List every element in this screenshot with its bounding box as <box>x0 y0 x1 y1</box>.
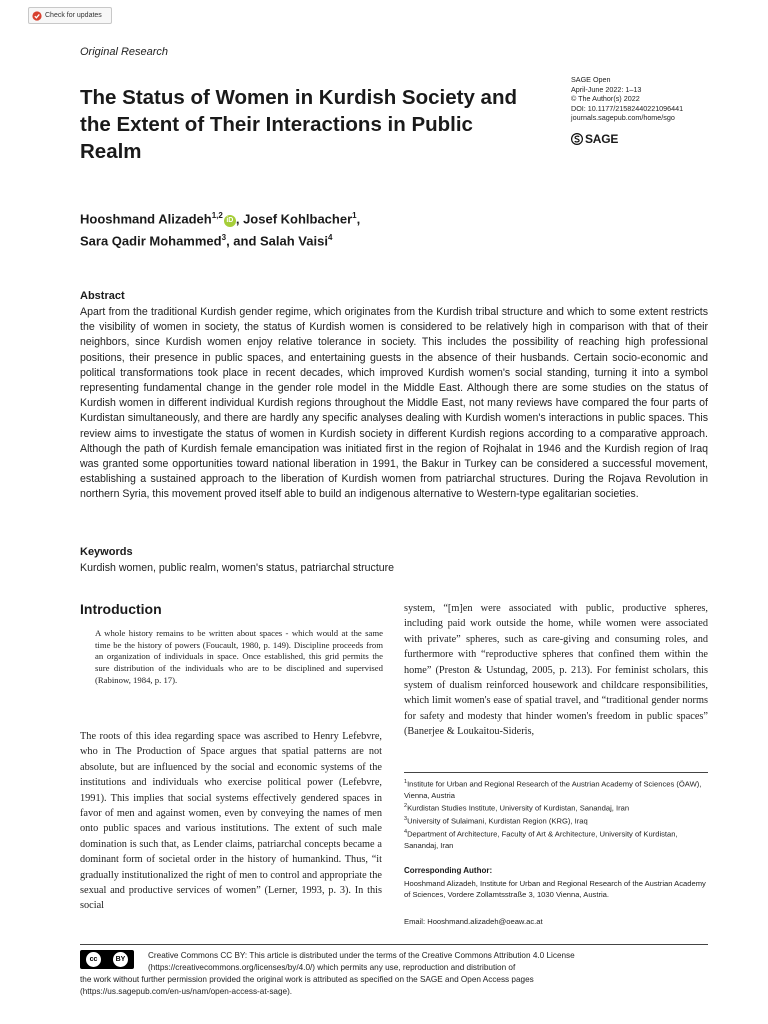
cc-by-license-badge[interactable] <box>80 950 134 969</box>
attribution-icon: BY <box>113 952 128 967</box>
keywords-text: Kurdish women, public realm, women's status, patriarchal structure <box>80 562 395 574</box>
abstract-text: Apart from the traditional Kurdish gender regime, which originates from the Kurdish tribal structure and which to some extent restricts the visibility of women in society, the status of Kurdish women is considered to be relatively high in comparison with that of their neighbors, since Kurdish women enjoy relative tolerance in society. This includes the possibility of reaching high professional positions, their presence in public spaces, and entertaining guests in the absence of their husbands. Certain socio-economic and political transformations took place in recent decades, which improved Kurdish women's social standing, turning it into a symbol representing fundamental change in the gender role model in the Middle East. Although there are some studies on the status of Kurdish women in different individual Kurdish regions throughout the Middle East, not many reviews have compared the four parts of Kurdistan simultaneously, and there are hardly any specific analyses dealing with Kurdish women's interactions in public spaces. This review aims to investigate the status of women in Kurdish society in different Kurdish regions according to a comparative approach. Although the path of Kurdish female emancipation was initiated first in the region of Rojhalat in 1946 and the Kurdish region of Iraq was granted some opportunities toward national liberation in 1991, the Bakur in Turkey can be considered a successful movement, establishing a sustained approach to the liberation of Kurdish women from patriarchal structures. During the Rojava Revolution in northern Syria, this movement proved itself able to build an indigenous alternative to Western-type egalitarian societies. <box>80 306 708 501</box>
license-text-line: the work without further permission provided the original work is attributed as specified on the SAGE and Open Access pages <box>80 975 534 984</box>
affiliation-text: Kurdistan Studies Institute, University of Kurdistan, Sanandaj, Iran <box>407 803 630 813</box>
author-affiliation-sup: 1,2 <box>211 211 223 220</box>
sage-logo <box>571 132 618 146</box>
affiliation-number: 4 <box>404 828 408 835</box>
corresponding-author-email[interactable]: Email: Hooshmand.alizadeh@oeaw.ac.at <box>404 917 543 926</box>
author-affiliation-sup: 4 <box>327 233 333 243</box>
crossmark-icon <box>32 11 42 21</box>
open-access-url-line[interactable]: (https://us.sagepub.com/en-us/nam/open-access-at-sage). <box>80 987 293 996</box>
affiliation-item <box>404 827 708 851</box>
affiliations-list <box>404 777 708 851</box>
creative-commons-icon: cc <box>86 952 101 967</box>
license-text-line: Creative Commons CC BY: This article is distributed under the terms of the Creative Commons Attribution 4.0 License <box>148 951 575 960</box>
author-name[interactable]: Josef Kohlbacher <box>243 211 353 227</box>
sage-s-icon <box>571 133 583 145</box>
author-separator: , <box>235 211 244 227</box>
author-separator: , <box>356 211 361 227</box>
article-type-label: Original Research <box>80 46 169 58</box>
license-divider <box>80 944 708 945</box>
journal-info <box>571 75 683 123</box>
epigraph-quote: A whole history remains to be written about spaces - which would at the same time be the history of powers (Foucault, 1980, p. 149). Discipline proceeds from an organization of individuals in space. Once established, this grid permits the sure distribution of the individuals who are to be disciplined and supervised (Rabinow, 1984, p. 17). <box>95 628 383 685</box>
article-title: The Status of Women in Kurdish Society and the Extent of Their Interactions in Public Realm <box>80 86 517 163</box>
affiliation-number: 3 <box>404 815 408 822</box>
affiliation-text: Institute for Urban and Regional Research of the Austrian Academy of Sciences (ÖAW), Vienna, Austria <box>404 779 702 800</box>
journal-issue: April-June 2022: 1–13 <box>571 84 642 94</box>
affiliation-number: 1 <box>404 779 408 785</box>
author-list <box>80 206 500 251</box>
footnote-divider <box>404 772 708 773</box>
affiliation-number: 2 <box>404 803 408 810</box>
author-affiliation-sup: 1 <box>352 211 357 220</box>
affiliation-item <box>404 814 708 827</box>
author-name[interactable]: Sara Qadir Mohammed <box>80 233 222 249</box>
keywords-heading: Keywords <box>80 546 133 558</box>
journal-url[interactable]: journals.sagepub.com/home/sgo <box>571 113 675 122</box>
affiliation-text: University of Sulaimani, Kurdistan Region (KRG), Iraq <box>407 816 588 826</box>
check-for-updates-label: Check for updates <box>45 12 102 19</box>
affiliation-item <box>404 777 708 801</box>
author-separator: , and <box>226 233 261 249</box>
author-name[interactable]: Hooshmand Alizadeh <box>80 211 212 227</box>
check-for-updates-badge[interactable] <box>28 7 112 24</box>
introduction-text-left-column: The roots of this idea regarding space was ascribed to Henry Lefebvre, who in The Production of Space argues that spatial patterns are not absolute, but are influenced by the social and economic systems of the institutions and individuals who exercise political power (Lefebvre, 1991). This implies that social systems effectively gendered spaces in favor of men and against women, even by conveying the names of men onto public spaces and various institutions. The extent of such male domination is such that, as Lender claims, patriarchal concepts became a dominant form of societal order in the history of humankind. Thus, “it gradually institutionalized the right of men to control and appropriate the sexual and productive services of women” (Lerner, 1993, p. 3). In this social <box>80 731 382 912</box>
affiliation-item <box>404 801 708 814</box>
journal-name: SAGE Open <box>571 75 611 84</box>
journal-doi[interactable]: DOI: 10.1177/21582440221096441 <box>571 103 684 113</box>
author-name[interactable]: Salah Vaisi <box>260 233 328 249</box>
license-url-line[interactable]: (https://creativecommons.org/licenses/by/4.0/) which permits any use, reproduction and distribution of <box>148 963 516 972</box>
affiliation-text: Department of Architecture, Faculty of Art & Architecture, University of Kurdistan, Sanandaj, Iran <box>404 829 678 850</box>
author-affiliation-sup: 3 <box>221 233 227 243</box>
corresponding-author-heading: Corresponding Author: <box>404 866 493 875</box>
corresponding-author-address: Hooshmand Alizadeh, Institute for Urban and Regional Research of the Austrian Academy of Sciences, Vordere Zollamtsstraße 3, 1030 Vienna, Austria. <box>404 879 706 900</box>
sage-wordmark: SAGE <box>585 132 619 146</box>
introduction-text-right-column: system, “[m]en were associated with public, productive spheres, including paid work outside the home, while women were associated with private” spheres, such as care-giving and consuming roles, and furthermore with “reproductive spheres that confined them within the home” (Preston & Ustundag, 2005, p. 213). For feminist scholars, this system of dualism reinforced housework and childcare responsibilities, which limit women's ease of spatial travel, and “traditional gender norms for safety and modesty that hinder women's freedom in public spaces” (Banerjee & Loukaitou-Sideris, <box>404 603 708 738</box>
abstract-heading: Abstract <box>80 290 125 302</box>
journal-copyright: © The Author(s) 2022 <box>571 94 640 103</box>
introduction-heading: Introduction <box>80 601 162 617</box>
orcid-icon[interactable]: iD <box>224 215 236 227</box>
